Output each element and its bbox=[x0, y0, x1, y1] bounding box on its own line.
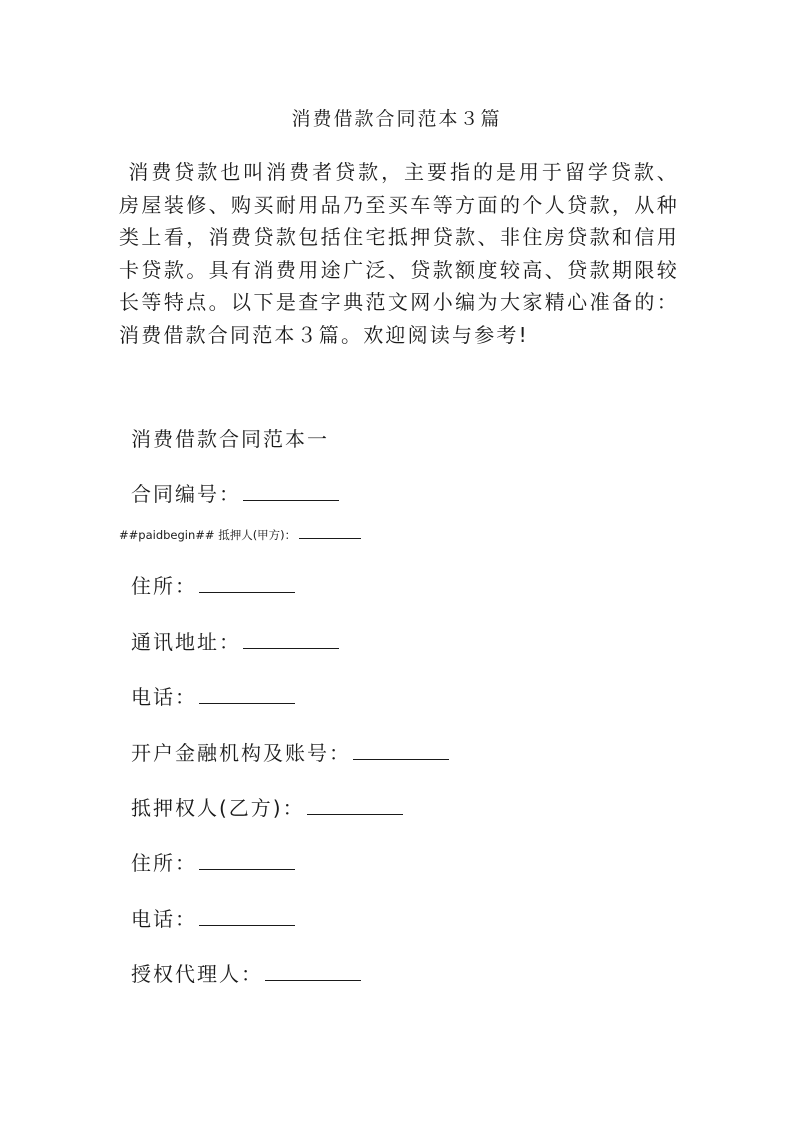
field-label: 授权代理人： bbox=[131, 962, 263, 986]
field-label: 住所： bbox=[131, 851, 197, 875]
field-line bbox=[131, 626, 339, 655]
intro-text: 消费贷款也叫消费者贷款，主要指的是用于留学贷款、房屋装修、购买耐用品乃至买车等方面的个人贷款，从种类上看，消费贷款包括住宅抵押贷款、非住房贷款和信用卡贷款。具有消费用途广泛、贷款额度较高、贷款期限较长等特点。以下是查字典范文网小编为大家精心准备的：消费借款合同范本３篇。欢迎阅读与参考! bbox=[119, 160, 679, 347]
field-line bbox=[131, 737, 449, 766]
field-label: 抵押权人(乙方)： bbox=[131, 796, 305, 820]
field-blank bbox=[265, 960, 361, 981]
field-label: 通讯地址： bbox=[131, 630, 241, 654]
field-line bbox=[131, 847, 295, 876]
field-label: 电话： bbox=[131, 685, 197, 709]
field-line bbox=[131, 958, 361, 987]
field-blank bbox=[243, 628, 339, 649]
field-line bbox=[131, 903, 295, 932]
field-line bbox=[131, 792, 403, 821]
section-heading-text: 消费借款合同范本一 bbox=[131, 427, 329, 451]
field-line bbox=[131, 681, 295, 710]
contract-number-blank bbox=[243, 480, 339, 501]
field-blank bbox=[307, 794, 403, 815]
field-label: 电话： bbox=[131, 907, 197, 931]
field-blank bbox=[353, 739, 449, 760]
intro-paragraph bbox=[119, 156, 679, 352]
contract-number-line bbox=[131, 478, 339, 507]
field-blank bbox=[199, 905, 295, 926]
section-heading bbox=[131, 423, 329, 452]
field-blank bbox=[199, 849, 295, 870]
marker-line-text: ##paidbegin## 抵押人(甲方)： bbox=[119, 528, 297, 542]
document-title: 消费借款合同范本３篇 bbox=[291, 108, 502, 130]
field-blank bbox=[199, 683, 295, 704]
field-label: 住所： bbox=[131, 574, 197, 598]
field-label: 开户金融机构及账号： bbox=[131, 741, 351, 765]
field-blank bbox=[199, 572, 295, 593]
contract-number-label: 合同编号： bbox=[131, 482, 241, 506]
marker-line bbox=[119, 527, 361, 543]
mortgagor-blank bbox=[299, 528, 361, 539]
field-line bbox=[131, 570, 295, 599]
